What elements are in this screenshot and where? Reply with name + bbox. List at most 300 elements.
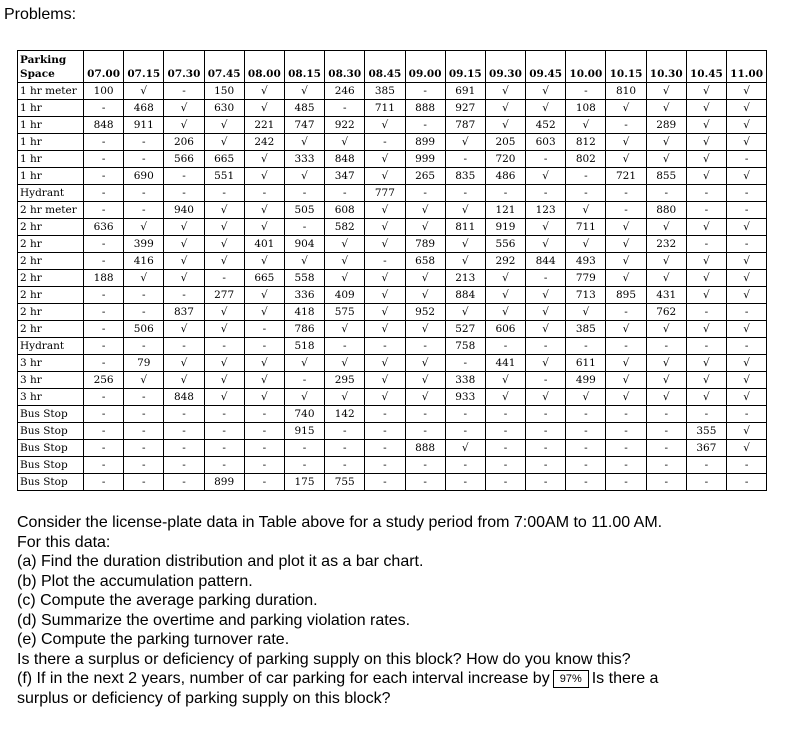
table-cell: 558 xyxy=(284,270,324,287)
table-cell: √ xyxy=(164,219,204,236)
table-cell: - xyxy=(686,474,726,491)
table-cell: √ xyxy=(244,372,284,389)
table-cell: 899 xyxy=(204,474,244,491)
table-row xyxy=(18,389,767,406)
table-cell: 848 xyxy=(164,389,204,406)
table-cell: - xyxy=(686,202,726,219)
table-cell: - xyxy=(686,457,726,474)
table-cell: - xyxy=(485,474,525,491)
row-label: Hydrant xyxy=(18,185,84,202)
table-cell: - xyxy=(244,338,284,355)
table-cell: √ xyxy=(727,219,767,236)
table-row xyxy=(18,423,767,440)
table-cell: √ xyxy=(365,372,405,389)
table-cell: 100 xyxy=(84,83,124,100)
table-cell: √ xyxy=(646,270,686,287)
question-f-part2: Is there a xyxy=(591,670,659,687)
table-cell: - xyxy=(727,406,767,423)
table-cell: 755 xyxy=(325,474,365,491)
table-cell: - xyxy=(84,253,124,270)
table-cell: - xyxy=(124,440,164,457)
table-cell: - xyxy=(405,423,445,440)
table-cell: √ xyxy=(445,253,485,270)
table-row xyxy=(18,304,767,321)
table-cell: - xyxy=(164,474,204,491)
table-cell: - xyxy=(84,321,124,338)
table-cell: √ xyxy=(284,134,324,151)
table-cell: 603 xyxy=(526,134,566,151)
table-cell: √ xyxy=(526,236,566,253)
table-cell: 711 xyxy=(566,219,606,236)
time-header: 09.00 xyxy=(405,51,445,83)
table-cell: 401 xyxy=(244,236,284,253)
table-cell: 527 xyxy=(445,321,485,338)
table-cell: 338 xyxy=(445,372,485,389)
table-cell: - xyxy=(84,100,124,117)
table-cell: √ xyxy=(325,253,365,270)
table-cell: - xyxy=(84,338,124,355)
table-cell: 505 xyxy=(284,202,324,219)
table-cell: 636 xyxy=(84,219,124,236)
table-cell: - xyxy=(606,202,646,219)
table-cell: 810 xyxy=(606,83,646,100)
table-cell: √ xyxy=(686,287,726,304)
table-cell: √ xyxy=(606,372,646,389)
table-cell: 713 xyxy=(566,287,606,304)
table-cell: - xyxy=(727,338,767,355)
table-cell: - xyxy=(244,185,284,202)
table-cell: - xyxy=(164,83,204,100)
row-label: 3 hr xyxy=(18,355,84,372)
table-cell: 265 xyxy=(405,168,445,185)
table-cell: - xyxy=(365,253,405,270)
table-cell: - xyxy=(686,236,726,253)
table-cell: 787 xyxy=(445,117,485,134)
row-label: 1 hr meter xyxy=(18,83,84,100)
table-cell: - xyxy=(566,83,606,100)
table-cell: 789 xyxy=(405,236,445,253)
table-cell: - xyxy=(84,236,124,253)
table-cell: 895 xyxy=(606,287,646,304)
table-cell: - xyxy=(606,117,646,134)
table-cell: 691 xyxy=(445,83,485,100)
table-cell: 292 xyxy=(485,253,525,270)
table-cell: 888 xyxy=(405,440,445,457)
table-cell: - xyxy=(124,338,164,355)
table-cell: 786 xyxy=(284,321,324,338)
table-cell: - xyxy=(606,406,646,423)
table-cell: √ xyxy=(124,83,164,100)
row-label: Bus Stop xyxy=(18,423,84,440)
table-cell: - xyxy=(325,423,365,440)
table-cell: 256 xyxy=(84,372,124,389)
table-cell: √ xyxy=(727,253,767,270)
table-cell: - xyxy=(686,185,726,202)
table-cell: √ xyxy=(646,83,686,100)
table-cell: - xyxy=(445,406,485,423)
table-cell: 690 xyxy=(124,168,164,185)
table-cell: - xyxy=(84,168,124,185)
table-cell: - xyxy=(485,457,525,474)
table-cell: 418 xyxy=(284,304,324,321)
table-cell: 658 xyxy=(405,253,445,270)
time-header: 10.45 xyxy=(686,51,726,83)
table-row xyxy=(18,270,767,287)
row-label: 1 hr xyxy=(18,100,84,117)
table-cell: - xyxy=(284,440,324,457)
table-cell: - xyxy=(164,287,204,304)
table-cell: - xyxy=(204,440,244,457)
table-cell: √ xyxy=(284,83,324,100)
table-cell: √ xyxy=(204,253,244,270)
table-cell: - xyxy=(244,474,284,491)
table-cell: √ xyxy=(445,236,485,253)
questions-block xyxy=(17,513,782,708)
table-cell: - xyxy=(84,457,124,474)
table-cell: √ xyxy=(244,202,284,219)
table-cell: - xyxy=(405,406,445,423)
table-cell: 385 xyxy=(365,83,405,100)
table-cell: - xyxy=(204,338,244,355)
table-cell: - xyxy=(164,440,204,457)
table-cell: 347 xyxy=(325,168,365,185)
table-cell: 188 xyxy=(84,270,124,287)
row-label: 2 hr xyxy=(18,287,84,304)
table-cell: √ xyxy=(244,83,284,100)
table-cell: √ xyxy=(365,389,405,406)
table-cell: 999 xyxy=(405,151,445,168)
table-cell: - xyxy=(445,355,485,372)
table-cell: 812 xyxy=(566,134,606,151)
row-label: 3 hr xyxy=(18,389,84,406)
table-cell: √ xyxy=(686,355,726,372)
table-row xyxy=(18,134,767,151)
table-cell: √ xyxy=(606,134,646,151)
table-cell: - xyxy=(325,457,365,474)
table-cell: 205 xyxy=(485,134,525,151)
table-cell: - xyxy=(164,406,204,423)
time-header: 09.15 xyxy=(445,51,485,83)
table-cell: - xyxy=(244,457,284,474)
table-cell: 499 xyxy=(566,372,606,389)
table-cell: √ xyxy=(284,389,324,406)
table-cell: 506 xyxy=(124,321,164,338)
table-cell: - xyxy=(526,423,566,440)
table-cell: √ xyxy=(244,389,284,406)
table-cell: √ xyxy=(526,304,566,321)
table-cell: √ xyxy=(445,440,485,457)
table-cell: √ xyxy=(727,117,767,134)
table-cell: 758 xyxy=(445,338,485,355)
table-cell: √ xyxy=(727,287,767,304)
table-cell: - xyxy=(84,151,124,168)
table-cell: √ xyxy=(727,100,767,117)
row-label: 2 hr meter xyxy=(18,202,84,219)
table-cell: √ xyxy=(405,219,445,236)
table-cell: √ xyxy=(204,304,244,321)
table-cell: 79 xyxy=(124,355,164,372)
table-cell: 367 xyxy=(686,440,726,457)
table-cell: √ xyxy=(164,236,204,253)
table-cell: - xyxy=(526,474,566,491)
table-cell: 940 xyxy=(164,202,204,219)
table-cell: - xyxy=(124,389,164,406)
question-d: (d) Summarize the overtime and parking violation rates. xyxy=(17,611,411,629)
table-row xyxy=(18,372,767,389)
table-cell: - xyxy=(526,406,566,423)
table-cell: 221 xyxy=(244,117,284,134)
table-cell: - xyxy=(405,457,445,474)
table-cell: - xyxy=(204,457,244,474)
table-cell: √ xyxy=(284,253,324,270)
table-cell: - xyxy=(164,423,204,440)
table-cell: - xyxy=(646,474,686,491)
table-cell: - xyxy=(204,406,244,423)
table-cell: √ xyxy=(526,100,566,117)
row-label: 1 hr xyxy=(18,151,84,168)
table-cell: 855 xyxy=(646,168,686,185)
table-cell: √ xyxy=(204,202,244,219)
table-cell: 409 xyxy=(325,287,365,304)
table-row xyxy=(18,338,767,355)
table-cell: √ xyxy=(365,321,405,338)
table-cell: √ xyxy=(244,100,284,117)
table-row xyxy=(18,83,767,100)
question-a: (a) Find the duration distribution and plot it as a bar chart. xyxy=(17,553,424,570)
row-label: 2 hr xyxy=(18,236,84,253)
table-cell: - xyxy=(485,406,525,423)
table-cell: √ xyxy=(686,253,726,270)
table-cell: 142 xyxy=(325,406,365,423)
table-cell: - xyxy=(325,100,365,117)
parking-space-header xyxy=(18,51,84,83)
row-label: Bus Stop xyxy=(18,440,84,457)
table-cell: - xyxy=(445,474,485,491)
table-cell: 740 xyxy=(284,406,324,423)
table-row xyxy=(18,253,767,270)
table-cell: √ xyxy=(405,389,445,406)
table-cell: √ xyxy=(204,219,244,236)
table-cell: - xyxy=(405,83,445,100)
table-cell: √ xyxy=(325,389,365,406)
table-cell: √ xyxy=(526,321,566,338)
table-cell: - xyxy=(526,270,566,287)
table-cell: √ xyxy=(204,117,244,134)
table-cell: √ xyxy=(566,236,606,253)
question-f-line2: surplus or deficiency of parking supply on this block? xyxy=(17,689,391,707)
table-cell: 721 xyxy=(606,168,646,185)
table-cell: 206 xyxy=(164,134,204,151)
table-cell: - xyxy=(566,423,606,440)
table-cell: √ xyxy=(526,83,566,100)
table-row xyxy=(18,219,767,236)
row-label: Hydrant xyxy=(18,338,84,355)
table-cell: √ xyxy=(606,270,646,287)
table-cell: √ xyxy=(606,236,646,253)
table-cell: - xyxy=(526,185,566,202)
table-cell: √ xyxy=(526,219,566,236)
table-cell: 665 xyxy=(204,151,244,168)
table-cell: - xyxy=(606,474,646,491)
table-cell: √ xyxy=(686,321,726,338)
table-cell: √ xyxy=(606,253,646,270)
percentage-input-box[interactable]: 97% xyxy=(553,670,589,688)
surplus-question: Is there a surplus or deficiency of parking supply on this block? How do you know this? xyxy=(17,650,631,668)
table-cell: - xyxy=(566,338,606,355)
table-cell: 919 xyxy=(485,219,525,236)
table-cell: √ xyxy=(244,168,284,185)
table-cell: - xyxy=(485,440,525,457)
table-cell: 747 xyxy=(284,117,324,134)
table-cell: √ xyxy=(405,372,445,389)
table-cell: √ xyxy=(244,151,284,168)
table-cell: √ xyxy=(485,389,525,406)
table-cell: 399 xyxy=(124,236,164,253)
table-cell: √ xyxy=(405,355,445,372)
table-cell: - xyxy=(485,185,525,202)
table-cell: - xyxy=(124,185,164,202)
table-cell: √ xyxy=(244,355,284,372)
table-cell: √ xyxy=(566,202,606,219)
table-cell: - xyxy=(646,185,686,202)
table-cell: √ xyxy=(686,100,726,117)
table-cell: - xyxy=(405,117,445,134)
table-cell: √ xyxy=(204,355,244,372)
table-cell: 575 xyxy=(325,304,365,321)
table-cell: 777 xyxy=(365,185,405,202)
table-row xyxy=(18,185,767,202)
intro-line-2: For this data: xyxy=(17,533,111,551)
table-cell: 904 xyxy=(284,236,324,253)
table-cell: √ xyxy=(164,253,204,270)
table-cell: - xyxy=(727,185,767,202)
table-cell: 213 xyxy=(445,270,485,287)
row-label: 1 hr xyxy=(18,134,84,151)
table-cell: √ xyxy=(365,236,405,253)
table-cell: √ xyxy=(526,287,566,304)
row-label: 1 hr xyxy=(18,117,84,134)
table-cell: - xyxy=(124,202,164,219)
table-cell: - xyxy=(164,168,204,185)
table-cell: 802 xyxy=(566,151,606,168)
table-cell: - xyxy=(445,185,485,202)
question-b: (b) Plot the accumulation pattern. xyxy=(17,572,253,590)
table-cell: - xyxy=(365,134,405,151)
table-cell: 915 xyxy=(284,423,324,440)
table-cell: - xyxy=(485,338,525,355)
table-cell: - xyxy=(606,440,646,457)
table-cell: √ xyxy=(566,117,606,134)
time-header: 08.15 xyxy=(284,51,324,83)
table-cell: - xyxy=(727,202,767,219)
table-cell: - xyxy=(606,304,646,321)
table-cell: √ xyxy=(284,355,324,372)
time-header: 07.15 xyxy=(124,51,164,83)
question-c: (c) Compute the average parking duration. xyxy=(17,592,318,609)
table-cell: √ xyxy=(526,389,566,406)
row-label: Bus Stop xyxy=(18,474,84,491)
table-cell: √ xyxy=(124,270,164,287)
table-cell: 608 xyxy=(325,202,365,219)
table-cell: 665 xyxy=(244,270,284,287)
table-row xyxy=(18,117,767,134)
row-label: 2 hr xyxy=(18,270,84,287)
table-cell: - xyxy=(365,474,405,491)
table-cell: √ xyxy=(646,253,686,270)
table-cell: √ xyxy=(405,202,445,219)
table-cell: √ xyxy=(164,355,204,372)
table-cell: - xyxy=(686,406,726,423)
table-cell: - xyxy=(526,338,566,355)
table-cell: √ xyxy=(727,372,767,389)
table-cell: 899 xyxy=(405,134,445,151)
table-cell: √ xyxy=(365,219,405,236)
table-cell: √ xyxy=(365,355,405,372)
table-cell: - xyxy=(566,406,606,423)
table-cell: - xyxy=(325,440,365,457)
table-cell: - xyxy=(526,151,566,168)
time-header: 11.00 xyxy=(727,51,767,83)
table-cell: 779 xyxy=(566,270,606,287)
table-cell: - xyxy=(727,236,767,253)
table-cell: - xyxy=(727,304,767,321)
table-cell: √ xyxy=(646,389,686,406)
table-cell: - xyxy=(284,372,324,389)
table-cell: - xyxy=(445,151,485,168)
table-cell: - xyxy=(646,423,686,440)
table-cell: 811 xyxy=(445,219,485,236)
table-cell: - xyxy=(365,406,405,423)
table-cell: - xyxy=(646,457,686,474)
table-cell: 952 xyxy=(405,304,445,321)
row-label: Bus Stop xyxy=(18,406,84,423)
table-cell: 121 xyxy=(485,202,525,219)
table-cell: √ xyxy=(365,168,405,185)
table-cell: - xyxy=(204,185,244,202)
table-row xyxy=(18,168,767,185)
table-cell: √ xyxy=(646,321,686,338)
table-cell: 242 xyxy=(244,134,284,151)
table-row xyxy=(18,440,767,457)
table-cell: √ xyxy=(646,100,686,117)
table-row xyxy=(18,457,767,474)
table-cell: √ xyxy=(405,287,445,304)
table-cell: - xyxy=(204,270,244,287)
table-cell: - xyxy=(325,338,365,355)
table-row xyxy=(18,474,767,491)
table-cell: √ xyxy=(606,151,646,168)
table-cell: - xyxy=(606,457,646,474)
table-cell: - xyxy=(124,151,164,168)
table-row xyxy=(18,236,767,253)
table-cell: √ xyxy=(124,219,164,236)
table-cell: 108 xyxy=(566,100,606,117)
table-cell: √ xyxy=(606,321,646,338)
table-cell: - xyxy=(365,423,405,440)
table-cell: 486 xyxy=(485,168,525,185)
table-cell: - xyxy=(566,440,606,457)
table-cell: 277 xyxy=(204,287,244,304)
table-cell: √ xyxy=(727,389,767,406)
table-cell: - xyxy=(84,202,124,219)
table-cell: √ xyxy=(727,83,767,100)
table-cell: - xyxy=(164,457,204,474)
table-cell: 295 xyxy=(325,372,365,389)
table-cell: - xyxy=(405,474,445,491)
time-header: 07.30 xyxy=(164,51,204,83)
table-row xyxy=(18,321,767,338)
row-label: 2 hr xyxy=(18,321,84,338)
